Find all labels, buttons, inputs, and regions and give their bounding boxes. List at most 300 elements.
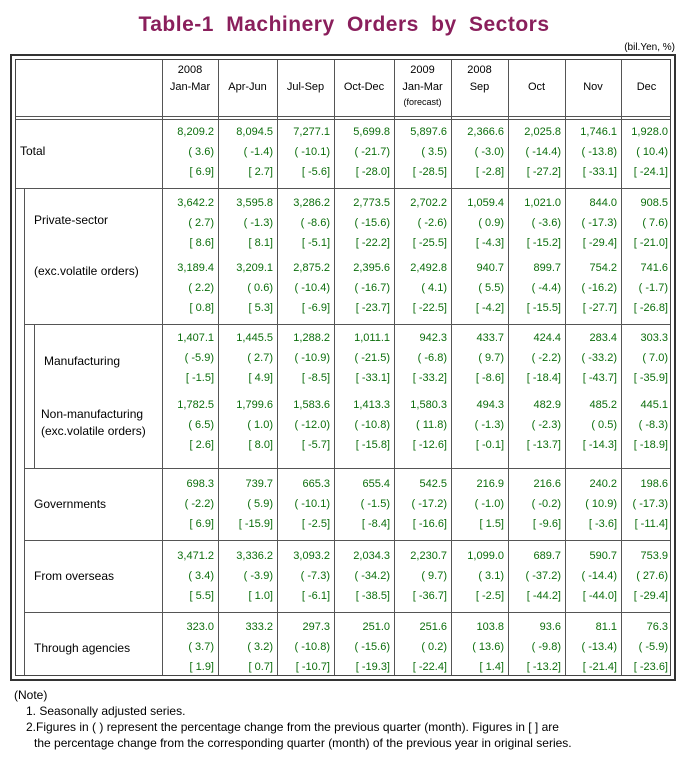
table-cell (621, 617, 668, 677)
cell-yoy-change: [ -8.5] (301, 372, 330, 384)
cell-yoy-change: [ 6.9] (189, 166, 214, 178)
cell-qoq-change: ( 7.0) (642, 352, 668, 364)
table-cell (451, 617, 504, 677)
cell-qoq-change: ( -13.8) (581, 146, 617, 158)
cell-yoy-change: [ -15.5] (526, 302, 561, 314)
cell-value: 2,366.6 (467, 126, 504, 138)
cell-value: 753.9 (640, 550, 668, 562)
cell-value: 2,230.7 (410, 550, 447, 562)
table-cell (334, 617, 390, 677)
cell-yoy-change: [ -22.5] (412, 302, 447, 314)
column-year (621, 62, 672, 79)
cell-value: 3,642.2 (177, 197, 214, 209)
cell-value: 689.7 (533, 550, 561, 562)
table-title: Table-1 Machinery Orders by Sectors (138, 13, 550, 36)
column-period: Oct (527, 81, 546, 93)
cell-value: 303.3 (640, 332, 668, 344)
cell-value: 3,471.2 (177, 550, 214, 562)
cell-yoy-change: [ -26.8] (633, 302, 668, 314)
cell-qoq-change: ( 2.2) (188, 282, 214, 294)
cell-yoy-change: [ 6.9] (189, 518, 214, 530)
cell-yoy-change: [ 8.0] (248, 439, 273, 451)
cell-qoq-change: ( 3.1) (478, 570, 504, 582)
cell-value: 1,413.3 (353, 399, 390, 411)
cell-yoy-change: [ -6.9] (301, 302, 330, 314)
row-label-sub: (exc.volatile orders) (41, 424, 146, 438)
table-cell (451, 474, 504, 534)
cell-yoy-change: [ -33.1] (582, 166, 617, 178)
cell-qoq-change: ( -17.3) (632, 498, 668, 510)
cell-yoy-change: [ 8.6] (189, 237, 214, 249)
cell-yoy-change: [ -23.7] (355, 302, 390, 314)
cell-value: 216.9 (476, 478, 504, 490)
table-cell (162, 395, 214, 455)
cell-value: 1,580.3 (410, 399, 447, 411)
table-cell (394, 546, 447, 606)
cell-yoy-change: [ -6.1] (301, 590, 330, 602)
column-header (218, 62, 277, 96)
cell-yoy-change: [ -33.2] (412, 372, 447, 384)
cell-value: 844.0 (589, 197, 617, 209)
cell-value: 3,189.4 (177, 262, 214, 274)
cell-qoq-change: ( -21.5) (354, 352, 390, 364)
cell-value: 739.7 (245, 478, 273, 490)
row-label: Private-sector (34, 213, 109, 227)
cell-yoy-change: [ -28.0] (355, 166, 390, 178)
cell-yoy-change: [ -13.2] (526, 661, 561, 673)
cell-value: 1,011.1 (354, 332, 390, 344)
row-label: Manufacturing (44, 354, 121, 368)
table-cell (277, 193, 330, 253)
row-rule (24, 324, 670, 325)
cell-qoq-change: ( 0.5) (591, 419, 617, 431)
column-period: Sep (469, 81, 490, 93)
cell-qoq-change: ( 4.1) (421, 282, 447, 294)
table-cell (508, 193, 561, 253)
column-note: (forecast) (403, 97, 442, 107)
table-cell (162, 474, 214, 534)
cell-value: 942.3 (419, 332, 447, 344)
cell-qoq-change: ( 10.9) (585, 498, 617, 510)
cell-value: 1,583.6 (293, 399, 330, 411)
cell-qoq-change: ( -10.4) (294, 282, 330, 294)
column-header (621, 62, 672, 96)
table-cell (508, 258, 561, 318)
column-year: 2008 (177, 64, 203, 76)
table-cell (162, 122, 214, 182)
cell-qoq-change: ( 9.7) (421, 570, 447, 582)
cell-qoq-change: ( -10.8) (354, 419, 390, 431)
cell-yoy-change: [ 0.7] (248, 661, 273, 673)
note-line-3: the percentage change from the corresponding quarter (month) of the previous year in original series. (34, 736, 572, 750)
cell-qoq-change: ( -5.9) (638, 641, 668, 653)
cell-value: 216.6 (533, 478, 561, 490)
cell-yoy-change: [ 1.9] (189, 661, 214, 673)
cell-qoq-change: ( 0.2) (421, 641, 447, 653)
cell-value: 103.8 (476, 621, 504, 633)
cell-value: 1,445.5 (236, 332, 273, 344)
table-cell (508, 546, 561, 606)
cell-yoy-change: [ 2.7] (248, 166, 273, 178)
table-cell (218, 193, 273, 253)
table-cell (162, 328, 214, 388)
cell-qoq-change: ( -6.8) (417, 352, 447, 364)
cell-value: 2,395.6 (353, 262, 390, 274)
row-rule (24, 468, 670, 469)
notes-heading: (Note) (14, 688, 48, 702)
indent-rule (34, 324, 35, 468)
table-cell (334, 258, 390, 318)
unit-label: (bil.Yen, %) (624, 42, 675, 53)
cell-value: 283.4 (589, 332, 617, 344)
cell-yoy-change: [ -5.7] (301, 439, 330, 451)
table-cell (621, 258, 668, 318)
column-header (162, 62, 218, 96)
table-cell (277, 258, 330, 318)
table-cell (508, 328, 561, 388)
table-cell (451, 193, 504, 253)
cell-qoq-change: ( -17.3) (581, 217, 617, 229)
column-period: Jan-Mar (402, 81, 443, 93)
cell-qoq-change: ( -10.1) (294, 146, 330, 158)
cell-value: 1,021.0 (524, 197, 561, 209)
cell-yoy-change: [ -15.9] (238, 518, 273, 530)
notes (14, 687, 572, 751)
cell-qoq-change: ( 9.7) (478, 352, 504, 364)
cell-qoq-change: ( -1.0) (474, 498, 504, 510)
table-cell (565, 258, 617, 318)
table-cell (451, 546, 504, 606)
cell-value: 940.7 (476, 262, 504, 274)
cell-yoy-change: [ 1.4] (479, 661, 504, 673)
table-cell (621, 395, 668, 455)
cell-qoq-change: ( 5.9) (247, 498, 273, 510)
cell-yoy-change: [ -5.6] (301, 166, 330, 178)
table-grid (15, 59, 671, 676)
column-period: Apr-Jun (228, 81, 267, 93)
table-cell (334, 193, 390, 253)
table-cell (621, 474, 668, 534)
cell-value: 3,209.1 (236, 262, 273, 274)
row-label: Governments (34, 497, 107, 511)
cell-qoq-change: ( -33.2) (581, 352, 617, 364)
table-cell (394, 122, 447, 182)
cell-value: 2,034.3 (353, 550, 390, 562)
cell-value: 240.2 (589, 478, 617, 490)
cell-value: 482.9 (533, 399, 561, 411)
table-cell (277, 617, 330, 677)
table-cell (565, 122, 617, 182)
cell-yoy-change: [ -15.2] (526, 237, 561, 249)
cell-yoy-change: [ -5.1] (301, 237, 330, 249)
cell-yoy-change: [ -0.1] (475, 439, 504, 451)
cell-yoy-change: [ -25.5] (412, 237, 447, 249)
cell-qoq-change: ( 2.7) (247, 352, 273, 364)
cell-value: 1,288.2 (293, 332, 330, 344)
cell-value: 3,595.8 (236, 197, 273, 209)
cell-qoq-change: ( -1.4) (243, 146, 273, 158)
cell-qoq-change: ( -17.2) (411, 498, 447, 510)
note-line-2: 2.Figures in ( ) represent the percentage change from the previous quarter (month). Figures in [ ] are (26, 720, 559, 734)
column-period: Oct-Dec (343, 81, 385, 93)
cell-yoy-change: [ -22.2] (355, 237, 390, 249)
column-year (565, 62, 621, 79)
table-cell (334, 122, 390, 182)
cell-value: 2,773.5 (353, 197, 390, 209)
cell-yoy-change: [ -22.4] (412, 661, 447, 673)
cell-qoq-change: ( 11.8) (416, 419, 447, 431)
table-cell (277, 328, 330, 388)
row-rule (24, 612, 670, 613)
row-label: From overseas (34, 569, 115, 583)
table-cell (162, 546, 214, 606)
cell-value: 8,209.2 (177, 126, 214, 138)
cell-qoq-change: ( -13.4) (581, 641, 617, 653)
row-label: Through agencies (34, 641, 131, 655)
cell-qoq-change: ( -15.6) (354, 641, 390, 653)
cell-value: 2,702.2 (410, 197, 447, 209)
cell-qoq-change: ( -37.2) (525, 570, 561, 582)
cell-qoq-change: ( -0.2) (531, 498, 561, 510)
cell-value: 2,875.2 (293, 262, 330, 274)
cell-value: 1,782.5 (177, 399, 214, 411)
cell-qoq-change: ( 3.6) (188, 146, 214, 158)
table-cell (451, 122, 504, 182)
cell-qoq-change: ( -1.3) (474, 419, 504, 431)
cell-yoy-change: [ -21.4] (582, 661, 617, 673)
table-cell (394, 328, 447, 388)
cell-value: 655.4 (362, 478, 390, 490)
cell-qoq-change: ( -7.3) (300, 570, 330, 582)
note-line-1: 1. Seasonally adjusted series. (26, 704, 186, 718)
table-cell (218, 258, 273, 318)
cell-qoq-change: ( 6.5) (188, 419, 214, 431)
cell-yoy-change: [ 1.0] (248, 590, 273, 602)
cell-value: 899.7 (533, 262, 561, 274)
column-period: Jan-Mar (169, 81, 211, 93)
row-rule (16, 188, 670, 189)
cell-yoy-change: [ -8.6] (475, 372, 504, 384)
cell-value: 2,492.8 (410, 262, 447, 274)
cell-qoq-change: ( -4.4) (531, 282, 561, 294)
table-cell (218, 328, 273, 388)
cell-yoy-change: [ -27.2] (526, 166, 561, 178)
column-year (508, 62, 565, 79)
cell-value: 5,897.6 (410, 126, 447, 138)
cell-value: 7,277.1 (293, 126, 330, 138)
cell-qoq-change: ( 0.9) (478, 217, 504, 229)
cell-value: 198.6 (640, 478, 668, 490)
cell-qoq-change: ( -8.3) (638, 419, 668, 431)
cell-value: 433.7 (476, 332, 504, 344)
machinery-orders-table (10, 54, 676, 681)
table-cell (508, 617, 561, 677)
cell-yoy-change: [ -29.4] (633, 590, 668, 602)
cell-yoy-change: [ -44.0] (582, 590, 617, 602)
cell-value: 3,336.2 (236, 550, 273, 562)
table-cell (621, 122, 668, 182)
cell-yoy-change: [ -16.6] (412, 518, 447, 530)
cell-value: 754.2 (589, 262, 617, 274)
table-cell (565, 193, 617, 253)
cell-value: 2,025.8 (524, 126, 561, 138)
table-cell (394, 617, 447, 677)
cell-qoq-change: ( -10.9) (294, 352, 330, 364)
table-cell (277, 546, 330, 606)
cell-yoy-change: [ -28.5] (412, 166, 447, 178)
cell-qoq-change: ( 3.4) (188, 570, 214, 582)
cell-qoq-change: ( -21.7) (354, 146, 390, 158)
cell-value: 323.0 (186, 621, 214, 633)
cell-value: 908.5 (640, 197, 668, 209)
cell-value: 494.3 (476, 399, 504, 411)
column-header (334, 62, 394, 96)
cell-qoq-change: ( -2.3) (531, 419, 561, 431)
cell-qoq-change: ( 13.6) (472, 641, 504, 653)
cell-yoy-change: [ -12.6] (412, 439, 447, 451)
cell-value: 297.3 (302, 621, 330, 633)
cell-yoy-change: [ -24.1] (633, 166, 668, 178)
row-label: Total (20, 144, 46, 158)
cell-value: 3,286.2 (293, 197, 330, 209)
cell-qoq-change: ( -2.2) (184, 498, 214, 510)
cell-qoq-change: ( 0.6) (247, 282, 273, 294)
cell-yoy-change: [ -2.8] (475, 166, 504, 178)
table-cell (565, 328, 617, 388)
cell-value: 698.3 (186, 478, 214, 490)
cell-yoy-change: [ -27.7] (582, 302, 617, 314)
cell-value: 93.6 (539, 621, 561, 633)
table-cell (162, 258, 214, 318)
cell-qoq-change: ( -34.2) (354, 570, 390, 582)
cell-value: 485.2 (589, 399, 617, 411)
cell-value: 333.2 (245, 621, 273, 633)
cell-yoy-change: [ -15.8] (355, 439, 390, 451)
cell-yoy-change: [ 2.6] (189, 439, 214, 451)
table-cell (334, 546, 390, 606)
cell-qoq-change: ( -16.7) (354, 282, 390, 294)
cell-qoq-change: ( -2.6) (417, 217, 447, 229)
table-cell (394, 474, 447, 534)
cell-value: 1,746.1 (580, 126, 617, 138)
cell-yoy-change: [ -23.6] (633, 661, 668, 673)
cell-qoq-change: ( -3.6) (531, 217, 561, 229)
indent-rule (24, 188, 25, 675)
cell-yoy-change: [ -18.9] (633, 439, 668, 451)
table-cell (162, 193, 214, 253)
cell-qoq-change: ( -14.4) (581, 570, 617, 582)
cell-value: 251.6 (419, 621, 447, 633)
cell-value: 3,093.2 (293, 550, 330, 562)
table-cell (277, 474, 330, 534)
cell-yoy-change: [ -35.9] (633, 372, 668, 384)
column-header (451, 62, 508, 96)
column-header (394, 62, 451, 108)
cell-yoy-change: [ -44.2] (526, 590, 561, 602)
cell-qoq-change: ( 1.0) (247, 419, 273, 431)
cell-value: 542.5 (419, 478, 447, 490)
table-cell (394, 395, 447, 455)
cell-qoq-change: ( 3.2) (247, 641, 273, 653)
table-cell (334, 328, 390, 388)
cell-yoy-change: [ 5.5] (189, 590, 214, 602)
table-cell (277, 395, 330, 455)
cell-yoy-change: [ -18.4] (526, 372, 561, 384)
cell-value: 741.6 (640, 262, 668, 274)
table-cell (218, 474, 273, 534)
column-year: 2008 (467, 64, 492, 76)
cell-yoy-change: [ -11.4] (634, 518, 668, 530)
cell-yoy-change: [ -38.5] (355, 590, 390, 602)
table-cell (621, 546, 668, 606)
cell-yoy-change: [ -2.5] (301, 518, 330, 530)
cell-qoq-change: ( 27.6) (636, 570, 668, 582)
cell-qoq-change: ( -14.4) (525, 146, 561, 158)
cell-qoq-change: ( 10.4) (636, 146, 668, 158)
column-period: Jul-Sep (286, 81, 325, 93)
cell-yoy-change: [ -4.2] (475, 302, 504, 314)
cell-qoq-change: ( 7.6) (642, 217, 668, 229)
cell-yoy-change: [ -21.0] (633, 237, 668, 249)
table-cell (218, 546, 273, 606)
table-cell (394, 258, 447, 318)
cell-value: 1,799.6 (236, 399, 273, 411)
cell-yoy-change: [ -13.7] (526, 439, 561, 451)
cell-value: 424.4 (533, 332, 561, 344)
cell-qoq-change: ( 2.7) (188, 217, 214, 229)
cell-qoq-change: ( -2.2) (531, 352, 561, 364)
cell-yoy-change: [ -9.6] (532, 518, 561, 530)
cell-value: 1,928.0 (631, 126, 668, 138)
cell-value: 665.3 (302, 478, 330, 490)
column-header (277, 62, 334, 96)
cell-value: 76.3 (646, 621, 668, 633)
cell-yoy-change: [ -29.4] (582, 237, 617, 249)
cell-value: 1,059.4 (467, 197, 504, 209)
table-cell (218, 122, 273, 182)
cell-qoq-change: ( -16.2) (581, 282, 617, 294)
cell-qoq-change: ( -3.0) (474, 146, 504, 158)
cell-yoy-change: [ -14.3] (582, 439, 617, 451)
cell-qoq-change: ( -15.6) (354, 217, 390, 229)
column-header (508, 62, 565, 96)
cell-yoy-change: [ 5.3] (248, 302, 273, 314)
cell-yoy-change: [ -33.1] (355, 372, 390, 384)
table-cell (565, 474, 617, 534)
cell-yoy-change: [ -10.7] (295, 661, 330, 673)
cell-yoy-change: [ -1.5] (185, 372, 214, 384)
cell-yoy-change: [ 1.5] (479, 518, 504, 530)
cell-qoq-change: ( -1.7) (638, 282, 668, 294)
table-cell (334, 474, 390, 534)
row-label: (exc.volatile orders) (34, 264, 139, 278)
table-cell (334, 395, 390, 455)
column-header (565, 62, 621, 96)
table-cell (218, 395, 273, 455)
column-period: Dec (636, 81, 657, 93)
cell-value: 5,699.8 (353, 126, 390, 138)
cell-yoy-change: [ 8.1] (248, 237, 273, 249)
row-rule (24, 540, 670, 541)
cell-value: 251.0 (362, 621, 390, 633)
cell-qoq-change: ( -1.5) (360, 498, 390, 510)
cell-yoy-change: [ -3.6] (588, 518, 617, 530)
header-rule (16, 119, 670, 120)
cell-yoy-change: [ -43.7] (582, 372, 617, 384)
header-rule (16, 116, 670, 117)
cell-qoq-change: ( -10.1) (294, 498, 330, 510)
table-cell (218, 617, 273, 677)
